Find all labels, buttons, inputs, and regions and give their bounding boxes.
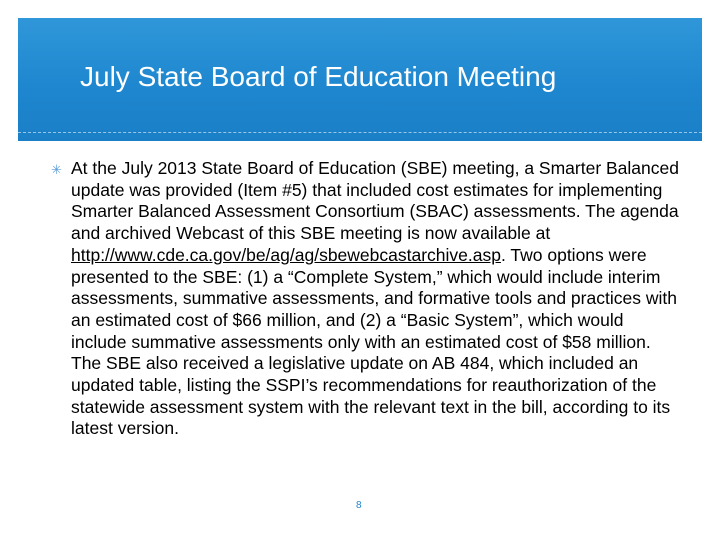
bullet-paragraph bbox=[71, 158, 681, 440]
page-number: 8 bbox=[356, 500, 362, 511]
stitched-divider bbox=[18, 132, 702, 133]
slide-title: July State Board of Education Meeting bbox=[80, 61, 557, 92]
asterisk-bullet-icon: ✳ bbox=[51, 162, 62, 177]
body-text-before-link: At the July 2013 State Board of Education (SBE) meeting, a Smarter Balanced update was provided (Item #5) that included cost estimates for implementing Smarter Balanced Assessment Consortium (SBAC) assessments. The agenda and archived Webcast of this SBE meeting is now available at bbox=[71, 158, 679, 244]
webcast-archive-link[interactable]: http://www.cde.ca.gov/be/ag/ag/sbewebcastarchive.asp bbox=[71, 244, 501, 265]
body-text-after-link: . Two options were presented to the SBE: (1) a “Complete System,” which would include interim assessments, summative assessments, and formative tools and practices with an estimated cost of $66 million, and (2) a “Basic System”, which would include summative assessments only with an estimated cost of $58 million. The SBE also received a legislative update on AB 484, which included an updated table, listing the SSPI’s recommendations for reauthorization of the statewide assessment system with the relevant text in the bill, according to its latest version. bbox=[71, 244, 677, 439]
